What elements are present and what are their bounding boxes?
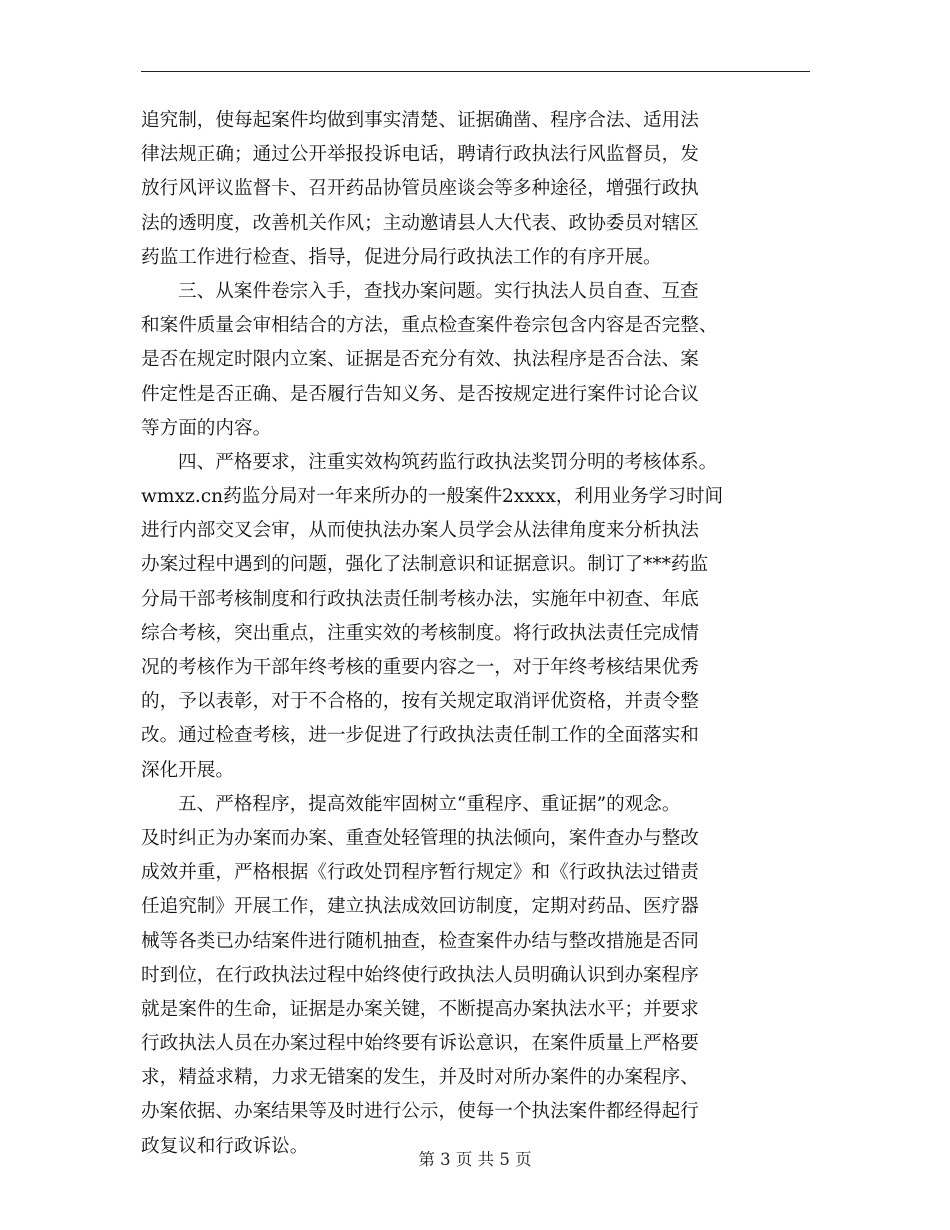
text-line: 政复议和行政诉讼。 — [141, 1135, 309, 1157]
text-line: 等方面的内容。 — [141, 417, 272, 439]
text-line-paragraph-start: 三、从案件卷宗入手，查找办案问题。实行执法人员自查、互查 — [178, 280, 699, 302]
page-number-footer: 第 3 页 共 5 页 — [418, 1150, 532, 1169]
text-line: 任追究制》开展工作，建立执法成效回访制度，定期对药品、医疗器 — [141, 896, 699, 918]
text-line: 就是案件的生命，证据是办案关键，不断提高办案执法水平；并要求 — [141, 998, 699, 1020]
text-line: 的，予以表彰，对于不合格的，按有关规定取消评优资格，并责令整 — [141, 691, 699, 713]
text-line: 改。通过检查考核，进一步促进了行政执法责任制工作的全面落实和 — [141, 725, 699, 747]
text-line-paragraph-start: 五、严格程序，提高效能牢固树立“重程序、重证据”的观念。 — [178, 793, 681, 815]
text-line: 是否在规定时限内立案、证据是否充分有效、执法程序是否合法、案 — [141, 349, 699, 371]
text-line: 成效并重，严格根据《行政处罚程序暂行规定》和《行政执法过错责 — [141, 862, 699, 884]
text-line: 分局干部考核制度和行政执法责任制考核办法，实施年中初查、年底 — [141, 588, 699, 610]
text-line: 综合考核，突出重点，注重实效的考核制度。将行政执法责任完成情 — [141, 622, 699, 644]
text-line: 律法规正确；通过公开举报投诉电话，聘请行政执法行风监督员，发 — [141, 144, 699, 166]
text-line: 况的考核作为干部年终考核的重要内容之一，对于年终考核结果优秀 — [141, 657, 699, 678]
text-line: 械等各类已办结案件进行随机抽查，检查案件办结与整改措施是否同 — [141, 930, 699, 952]
text-line: 深化开展。 — [141, 759, 234, 781]
text-line: 求，精益求精，力求无错案的发生，并及时对所办案件的办案程序、 — [141, 1067, 699, 1089]
header-rule — [141, 71, 810, 72]
text-line: 件定性是否正确、是否履行告知义务、是否按规定进行案件讨论合议 — [141, 383, 699, 405]
text-line: 放行风评议监督卡、召开药品协管员座谈会等多种途径，增强行政执 — [141, 178, 699, 200]
text-line: 办案过程中遇到的问题，强化了法制意识和证据意识。制订了***药监 — [141, 554, 709, 576]
text-line: 追究制，使每起案件均做到事实清楚、证据确凿、程序合法、适用法 — [141, 110, 699, 131]
text-line: 进行内部交叉会审，从而使执法办案人员学会从法律角度来分析执法 — [141, 520, 699, 542]
text-line: wmxz.cn药监分局对一年来所办的一般案件2xxxx，利用业务学习时间 — [141, 486, 724, 508]
text-line-paragraph-start: 四、严格要求，注重实效构筑药监行政执法奖罚分明的考核体系。 — [178, 451, 718, 473]
text-line: 药监工作进行检查、指导，促进分局行政执法工作的有序开展。 — [141, 246, 662, 268]
text-line: 和案件质量会审相结合的方法，重点检查案件卷宗包含内容是否完整、 — [141, 315, 718, 337]
text-line: 行政执法人员在办案过程中始终要有诉讼意识，在案件质量上严格要 — [141, 1033, 699, 1055]
text-line: 时到位，在行政执法过程中始终使行政执法人员明确认识到办案程序 — [141, 964, 699, 986]
text-line: 法的透明度，改善机关作风；主动邀请县人大代表、政协委员对辖区 — [141, 212, 699, 234]
text-line: 及时纠正为办案而办案、重查处轻管理的执法倾向，案件查办与整改 — [141, 827, 699, 849]
body-text — [141, 104, 813, 1164]
text-line: 办案依据、办案结果等及时进行公示，使每一个执法案件都经得起行 — [141, 1101, 699, 1123]
